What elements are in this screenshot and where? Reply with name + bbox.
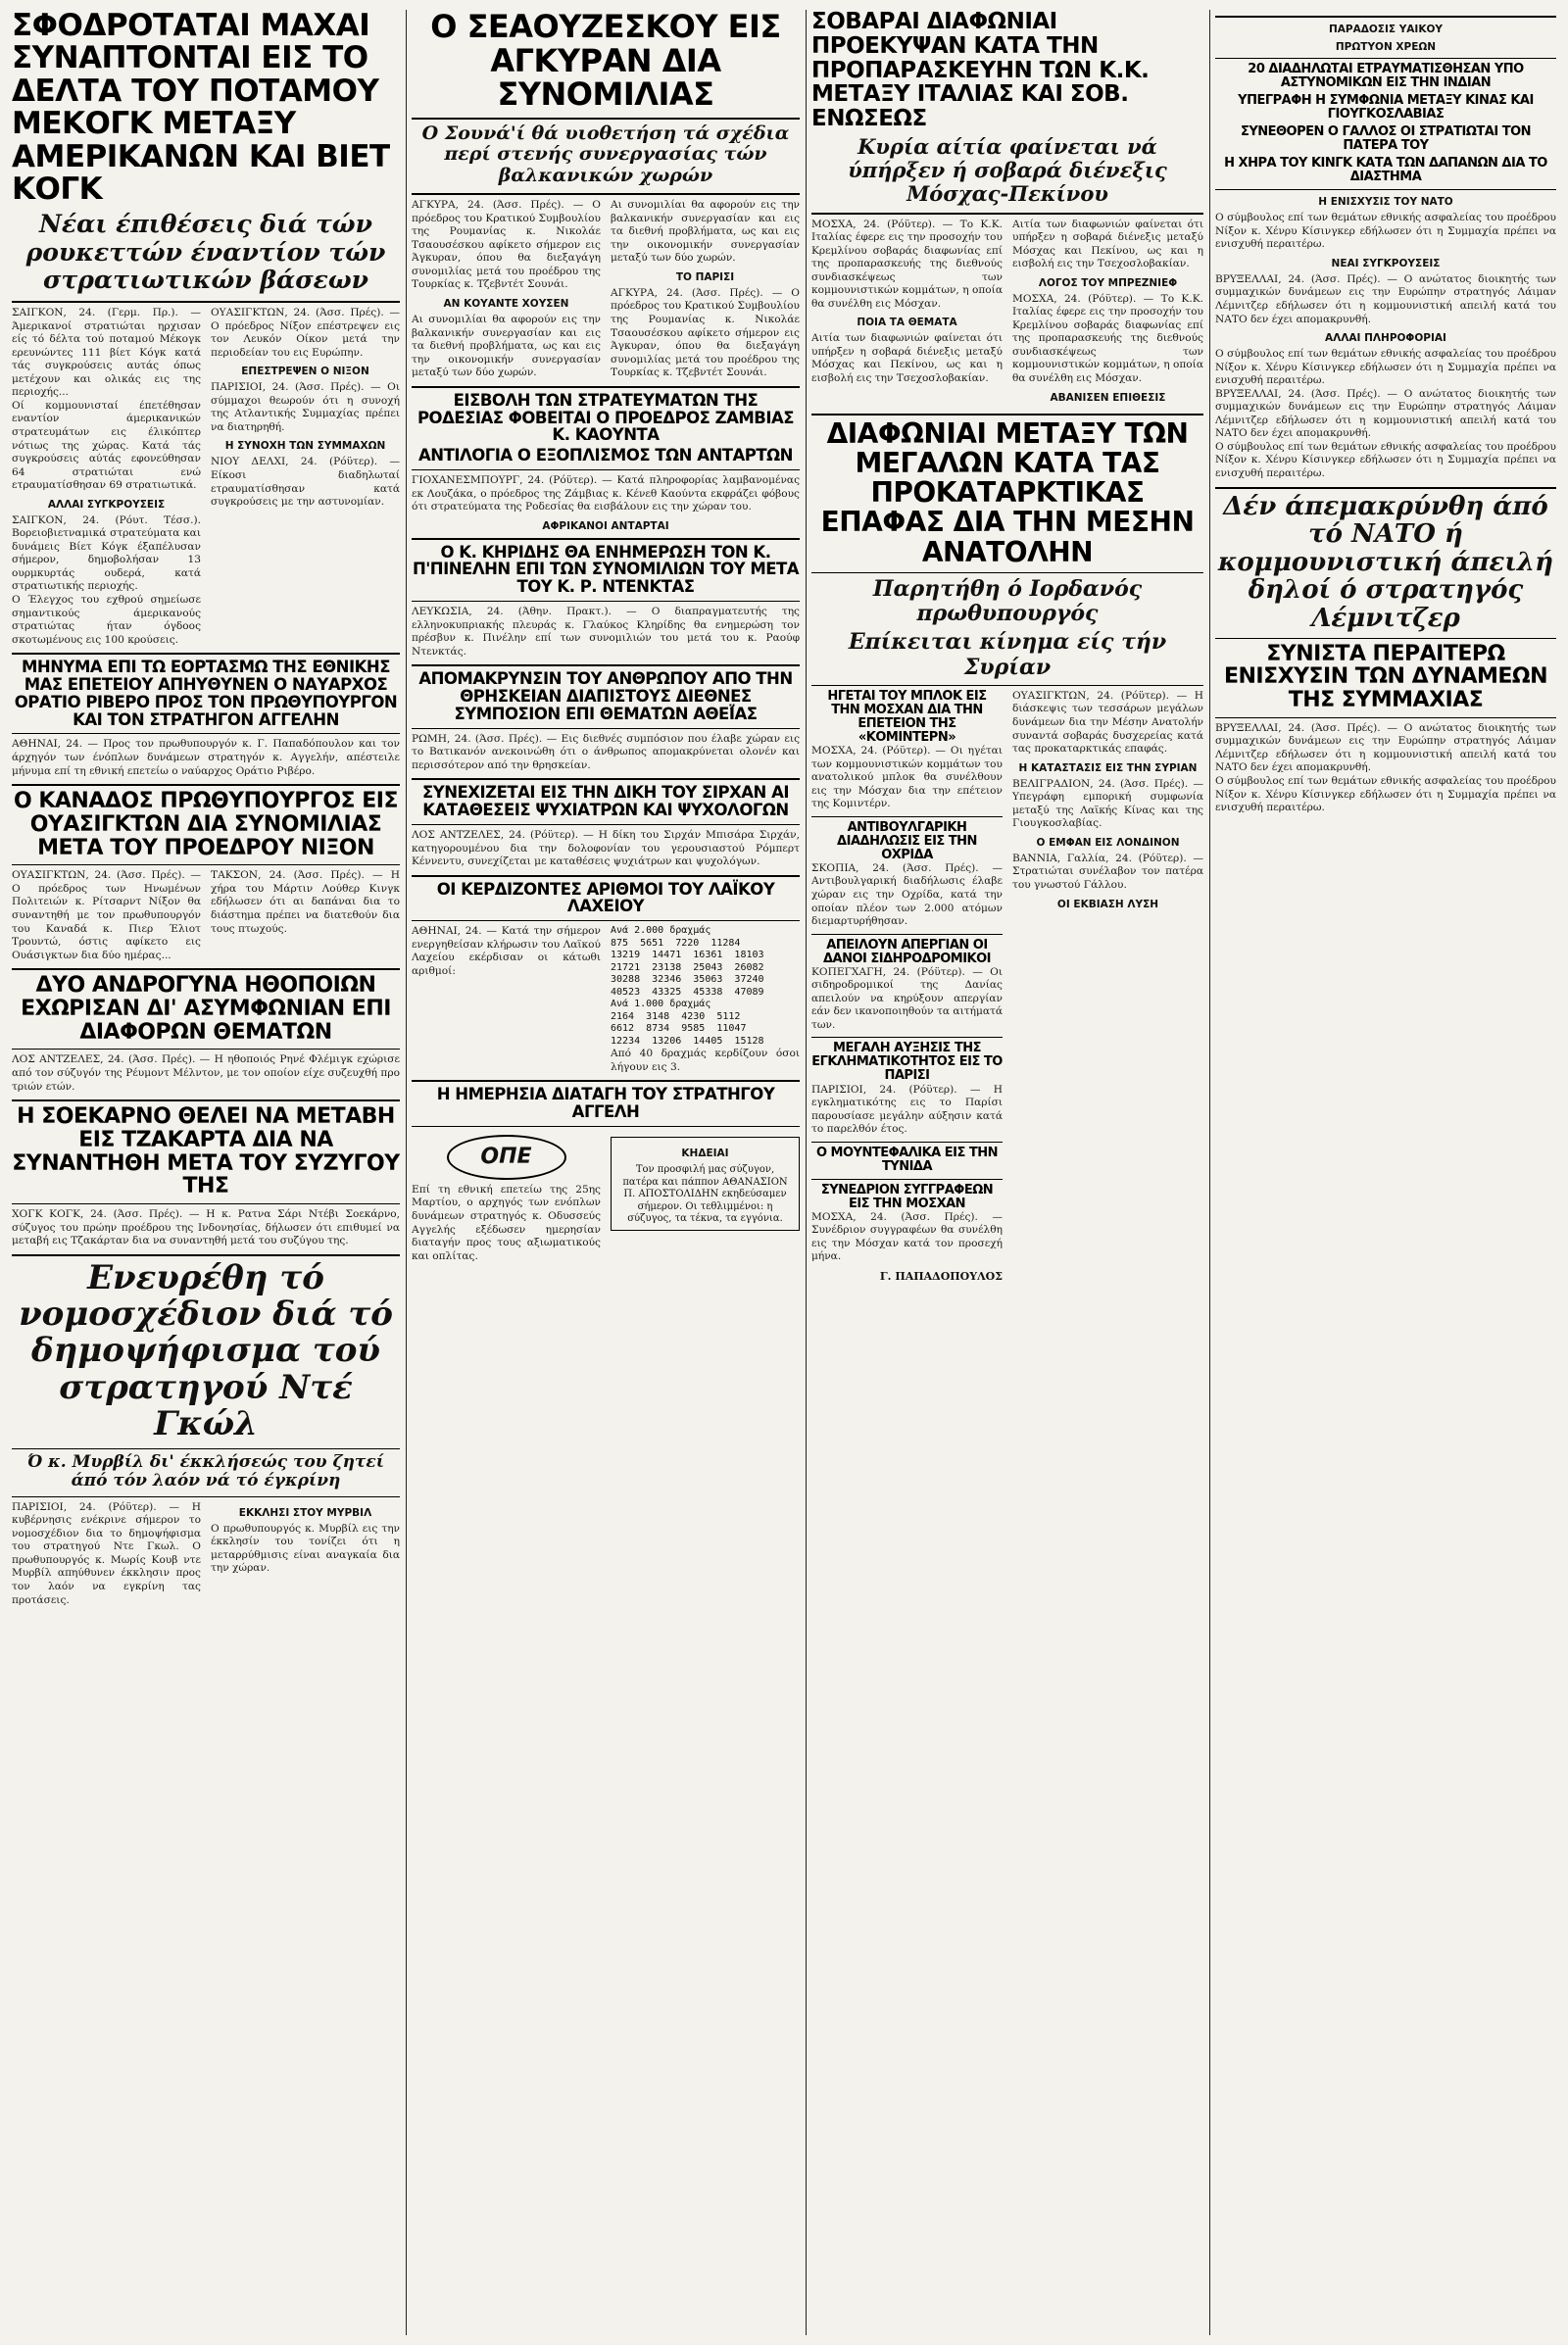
mid-paragraph: Ο πρωθυπουργός κ. Μυρβίλ εις την έκκλησίν του τονίζει ότι η μεταρρύθμισις είναι αναγκαία δια την χώραν. <box>211 1522 400 1575</box>
divider <box>412 193 800 195</box>
col4-section-title: Η ΕΝΙΣΧΥΣΙΣ ΤΟΥ ΝΑΤΟ <box>1318 196 1453 209</box>
lottery-grid <box>412 925 800 1074</box>
lottery-row: 40523 43325 45338 47089 <box>611 986 764 998</box>
lottery-row: 2164 3148 4230 5112 <box>611 1010 741 1022</box>
lottery-row: 875 5651 7220 11284 <box>611 937 741 949</box>
col3-paragraph: ΟΥΑΣΙΓΚΤΩΝ, 24. (Ρόϋτερ). — Η διάσκεψις των τεσσάρων μεγάλων δυνάμεων δια την Μέσην Ανατολήν συναντά σοβαράς δυσχερείας κατά τας προκαταρκτικάς επαφάς. <box>1012 689 1203 756</box>
divider <box>12 1496 400 1497</box>
col3-body-grid <box>811 219 1203 408</box>
author-signature: Γ. ΠΑΠΑΔΟΠΟΥΛΟΣ <box>879 1270 1003 1284</box>
col3-headline-5: ΑΠΕΙΛΟΥΝ ΑΠΕΡΓΙΑΝ ΟΙ ΔΑΝΟΙ ΣΙΔΗΡΟΔΡΟΜΙΚΟΙ <box>822 937 992 966</box>
col1-headline-4: ΔΥΟ ΑΝΔΡΟΓΥΝΑ ΗΘΟΠΟΙΩΝ ΕΧΩΡΙΣΑΝ ΔΙ' ΑΣΥΜΦΩΝΙΑΝ ΕΠΙ ΔΙΑΦΟΡΩΝ ΘΕΜΑΤΩΝ <box>21 973 391 1045</box>
col3-section-title: Η ΚΑΤΑΣΤΑΣΙΣ ΕΙΣ ΤΗΝ ΣΥΡΙΑΝ <box>1018 761 1198 774</box>
divider <box>1215 58 1556 59</box>
col1-subhead-6: Ό κ. Μυρβίλ δι' έκκλήσεώς του ζητεί άπό τόν λαόν νά τό έγκρίνη <box>27 1451 384 1491</box>
col3-paragraph: ΜΟΣΧΑ, 24. (Ρόϋτερ). — Οι ηγέται των κομμουνιστικών κομμάτων του ανατολικού μπλοκ θα συνέλθουν εις την Μόσχαν δια την επέτειον της Κομιντέρν. <box>811 745 1003 810</box>
col2-headline-7: Η ΗΜΕΡΗΣΙΑ ΔΙΑΤΑΓΗ ΤΟΥ ΣΤΡΑΤΗΓΟΥ ΑΓΓΕΛΗ <box>436 1085 775 1122</box>
col3-headline-6: ΜΕΓΑΛΗ ΑΥΞΗΣΙΣ ΤΗΣ ΕΓΚΛΗΜΑΤΙΚΟΤΗΤΟΣ ΕΙΣ ΤΟ ΠΑΡΙΣΙ <box>811 1041 1003 1084</box>
mid-section-title: Η ΣΥΝΟΧΗ ΤΩΝ ΣΥΜΜΑΧΩΝ <box>224 440 386 453</box>
divider <box>12 1049 400 1050</box>
col3-paragraph: ΜΟΣΧΑ, 24. (Άσσ. Πρές). — Συνέδριον συγγραφέων θα συνέλθη εις την Μόσχαν κατά τον προσεχή μήνα. <box>811 1210 1003 1263</box>
lottery-row: 6612 8734 9585 11047 <box>611 1023 747 1035</box>
col2-headline-4: ΑΠΟΜΑΚΡΥΝΣΙΝ ΤΟΥ ΑΝΘΡΩΠΟΥ ΑΠΟ ΤΗΝ ΘΡΗΣΚΕΙΑΝ ΔΙΑΠΙΣΤΟΥΣ ΔΙΕΘΝΕΣ ΣΥΜΠΟΣΙΟΝ ΕΠΙ ΘΕΜΑΤΩΝ ΑΘΕΪ́ΑΣ <box>418 669 793 723</box>
col1-paragraph: ΤΑΚΣΟΝ, 24. (Άσσ. Πρές). — Η χήρα του Μάρτιν Λούθερ Κινγκ εδήλωσεν ότι αι δαπάναι δια το διάστημα πρέπει να διατεθούν δια τους πτωχούς. <box>211 869 400 935</box>
divider <box>811 934 1003 935</box>
col2-paragraph: Επί τη εθνική επετείω της 25ης Μαρτίου, ο αρχηγός των ενόπλων δυνάμεων στρατηγός κ. Οδυσσεύς Αγγελής εξέδωσεν ημερησίαν διαταγήν προς τους αξιωματικούς και οπλίτας. <box>412 1183 601 1262</box>
col2-section-title: ΑΝ ΚΟΥΑΝΤΕ ΧΟΥΣΕΝ <box>443 298 569 310</box>
col4-paragraph: Ο σύμβουλος επί των θεμάτων εθνικής ασφαλείας του προέδρου Νίξον κ. Χένρυ Κίσινγκερ εδήλωσεν ότι η Συμμαχία πρέπει να ενισχυθή περαιτέρω. <box>1215 774 1556 814</box>
col3-paragraph: Αιτία των διαφωνιών φαίνεται ότι υπήρξεν η σοβαρά διένεξις μεταξύ Μόσχας και Πεκίνου, ως και η εισβολή εις την Τσεχοσλοβακίαν. <box>1012 218 1203 270</box>
col3-paragraph: ΒΕΛΙΓΡΑΔΙΟΝ, 24. (Άσσ. Πρές). — Υπεγράφη εμπορική συμφωνία μεταξύ της Λαϊκής Κίνας και της Γιουγκοσλαβίας. <box>1012 777 1203 830</box>
col2-body-grid-2 <box>412 1131 800 1263</box>
divider <box>811 1142 1003 1143</box>
mid-headline-4: Η ΧΗΡΑ ΤΟΥ ΚΙΝΓΚ ΚΑΤΑ ΤΩΝ ΔΑΠΑΝΩΝ ΔΙΑ ΤΟ ΔΙΑΣΤΗΜΑ <box>1224 156 1547 185</box>
divider <box>12 968 400 970</box>
divider <box>811 685 1203 686</box>
col3-paragraph: ΠΑΡΙΣΙΟΙ, 24. (Ρόϋτερ). — Η εγκληματικότης εις το Παρίσι παρουσίασε μεγάλην αύξησιν κατά το παρελθόν έτος. <box>811 1083 1003 1136</box>
col3-headline-8: ΣΥΝΕΔΡΙΟΝ ΣΥΓΓΡΑΦΕΩΝ ΕΙΣ ΤΗΝ ΜΟΣΧΑΝ <box>820 1182 994 1211</box>
divider <box>412 118 800 120</box>
col1-body-grid-3 <box>12 1501 400 1607</box>
col1-headline-6: Ενευρέθη τό νομοσχέδιον διά τό δημοψήφισμα τού στρατηγού Ντέ Γκώλ <box>19 1257 393 1444</box>
lottery-row: 30288 32346 35063 37240 <box>611 974 764 986</box>
divider <box>811 1179 1003 1180</box>
divider <box>12 1203 400 1204</box>
divider <box>412 824 800 825</box>
divider <box>12 1099 400 1101</box>
col1-headline-5: Η ΣΟΕΚΑΡΝΟ ΘΕΛΕΙ ΝΑ ΜΕΤΑΒΗ ΕΙΣ ΤΖΑΚΑΡΤΑ ΔΙΑ ΝΑ ΣΥΝΑΝΤΗΘΗ ΜΕΤΑ ΤΟΥ ΣΥΖΥΓΟΥ ΤΗΣ <box>12 1104 400 1199</box>
col4-section-title: ΝΕΑΙ ΣΥΓΚΡΟΥΣΕΙΣ <box>1331 257 1441 269</box>
mid-headline-2: ΥΠΕΓΡΑΦΗ Η ΣΥΜΦΩΝΙΑ ΜΕΤΑΞΥ ΚΙΝΑΣ ΚΑΙ ΓΙΟΥΓΚΟΣΛΑΒΙΑΣ <box>1238 93 1534 122</box>
col3-paragraph: ΜΟΣΧΑ, 24. (Ρόϋτερ). — Το Κ.Κ. Ιταλίας έφερε εις την προσοχήν του Κρεμλίνου σοβαράς διαφωνίας επί της προπαρασκευής της διεθνούς συνδιασκέψεως των κομμουνιστικών κομμάτων, η οποία θα συνέλθη εις Μόσχαν. <box>1012 292 1203 385</box>
col3-headline-2: ΔΙΑΦΩΝΙΑΙ ΜΕΤΑΞΥ ΤΩΝ ΜΕΓΑΛΩΝ ΚΑΤΑ ΤΑΣ ΠΡΟΚΑΤΑΡΚΤΙΚΑΣ ΕΠΑΦΑΣ ΔΙΑ ΤΗΝ ΜΕΣΗΝ ΑΝΑΤΟΛΗΝ <box>820 416 1195 568</box>
col1-dateline: ΣΑΙΓΚΟΝ, 24. (Γερμ. Πρ.). — Άμερικανοί στρατιώται ηρχισαν είς τό δέλτα τού ποταμού Μέκογκ ερευνώντες 111 βίετ Κόγκ κατά τάς συγκρούσεις αυτάς όπως μετέχουν και ολικάς εις της περιοχής... <box>12 307 201 399</box>
col1-paragraph: ΟΥΑΣΙΓΚΤΩΝ, 24. (Άσσ. Πρές). — Ο πρόεδρος των Ηνωμένων Πολιτειών κ. Ρίτσαρντ Νίξον θα συναντηθή με τον πρωθυπουργόν του Καναδά κ. Πιερ Έλιοτ Τρουντώ, όστις αφίκετο εις Ουάσιγκτων δια δύο ημέρας... <box>12 869 201 961</box>
divider <box>811 213 1203 215</box>
col1-body-grid <box>12 307 400 647</box>
lottery-row: 21721 23138 25043 26082 <box>611 961 764 973</box>
mid-paragraph: ΟΥΑΣΙΓΚΤΩΝ, 24. (Άσσ. Πρές). — Ο πρόεδρος Νίξον επέστρεψεν εις τον Λευκόν Οίκον μετά την περιοδείαν του εις Ευρώπην. <box>211 307 400 359</box>
col3-paragraph: ΣΚΟΠΙΑ, 24. (Άσσ. Πρές). — Αντιβουλγαρική διαδήλωσις έλαβε χώραν εις την Οχρίδα, κατά την οποίαν πλέον των 2.000 ατόμων διεμαρτυρήθησαν. <box>811 861 1003 928</box>
divider <box>412 469 800 470</box>
col1-headline: ΣΦΟΔΡΟΤΑΤΑΙ ΜΑΧΑΙ ΣΥΝΑΠΤΟΝΤΑΙ ΕΙΣ ΤΟ ΔΕΛΤΑ ΤΟΥ ΠΟΤΑΜΟΥ ΜΕΚΟΓΚ ΜΕΤΑΞΥ ΑΜΕΡΙΚΑΝΩΝ ΚΑΙ ΒΙΕΤ ΚΟΓΚ <box>12 10 390 208</box>
col4-paragraph: ΒΡΥΞΕΛΛΑΙ, 24. (Άσσ. Πρές). — Ο ανώτατος διοικητής των συμμαχικών δυνάμεων εις την Ευρώπην στρατηγός Λάιμαν Λέμνιτζερ εδήλωσεν ότι η κομμουνιστική απειλή κατά του ΝΑΤΟ δεν έχει απομακρυνθή. <box>1215 721 1556 774</box>
col2-headline-6: ΟΙ ΚΕΡΔΙΖΟΝΤΕΣ ΑΡΙΘΜΟΙ ΤΟΥ ΛΑΪΚΟΥ ΛΑΧΕΙΟΥ <box>436 879 775 916</box>
col2-paragraph: Αι συνομιλίαι θα αφορούν εις την βαλκανικήν συνεργασίαν και εις τα διεθνή προβλήματα, ως και εις την οικονομικήν συνεργασίαν μεταξύ των δύο χωρών. <box>412 314 601 379</box>
col1-paragraph: ΑΘΗΝΑΙ, 24. — Προς τον πρωθυπουργόν κ. Γ. Παπαδόπουλον και τον άρχηγόν των ένόπλων δυνάμεων στρατηγόν κ. Αγγελήν, απέστειλε μήνυμα επί τη εθνική επετείω ο ναύαρχος Οράτιο Ριβέρο. <box>12 738 400 777</box>
divider <box>412 728 800 729</box>
col2-headline-2b: ΑΝΤΙΛΟΓΙΑ Ο ΕΞΟΠΛΙΣΜΟΣ ΤΩΝ ΑΝΤΑΡΤΩΝ <box>417 446 793 465</box>
divider <box>412 875 800 877</box>
col1-paragraph: ΧΟΓΚ ΚΟΓΚ, 24. (Άσσ. Πρές). — Η κ. Ρατνα Σάρι Ντέβι Σοεκάρνο, σύζυγος του πρώην προέδρου της Ινδονησίας, δήλωσεν ότι επιθυμεί να μεταβή εις Τζακάρταν δια να συναντηθή μετά του συζύγου της. <box>12 1208 400 1247</box>
col3-paragraph: ΒΑΝΝΙΑ, Γαλλία, 24. (Ρόϋτερ). — Στρατιώται συνέλαβον τον πατέρα του γνωστού Γάλλου. <box>1012 852 1203 891</box>
column-1 <box>12 10 400 2335</box>
col4-paragraph: Ο σύμβουλος επί των θεμάτων εθνικής ασφαλείας του προέδρου Νίξον κ. Χένρυ Κίσινγκερ εδήλωσεν ότι η Συμμαχία πρέπει να ενισχυθή περαιτέρω. <box>1215 348 1556 387</box>
col4-paragraph: ΒΡΥΞΕΛΛΑΙ, 24. (Άσσ. Πρές). — Ο ανώτατος διοικητής των συμμαχικών δυνάμεων εις την Ευρώπην στρατηγός Λάιμαν Λέμνιτζερ εδήλωσεν ότι η κομμουνιστική απειλή κατά του ΝΑΤΟ δεν έχει απομακρυνθή. <box>1215 387 1556 440</box>
col3-section-title: ΠΟΙΑ ΤΑ ΘΕΜΑΤΑ <box>857 317 957 329</box>
divider <box>1215 189 1556 190</box>
col2-section-title: ΤΟ ΠΑΡΙΣΙ <box>675 270 735 283</box>
col3-section-title: ΑΒΑΝΙΣΕΝ ΕΠΙΘΕΣΙΣ <box>1050 391 1166 404</box>
lottery-footer: Από 40 δραχμάς κερδίζουν όσοι λήγουν εις 3. <box>611 1048 800 1073</box>
newspaper-page <box>12 10 1556 2335</box>
divider <box>811 572 1203 573</box>
divider <box>811 414 1203 415</box>
divider <box>1215 16 1556 18</box>
col3-subhead-2a: Παρητήθη ό Ιορδανός πρωθυπουργός <box>872 575 1143 627</box>
col3-subhead-2b: Επίκειται κίνημα είς τήν Συρίαν <box>848 629 1167 680</box>
col2-headline-5: ΣΥΝΕΧΙΖΕΤΑΙ ΕΙΣ ΤΗΝ ΔΙΚΗ ΤΟΥ ΣΙΡΧΑΝ ΑΙ ΚΑΤΑΘΕΣΕΙΣ ΨΥΧΙΑΤΡΩΝ ΚΑΙ ΨΥΧΟΛΟΓΩΝ <box>421 783 790 820</box>
divider <box>1215 638 1556 639</box>
col2-paragraph: ΑΓΚΥΡΑ, 24. (Άσσ. Πρές). — Ο πρόεδρος του Κρατικού Συμβουλίου της Ρουμανίας κ. Νικολάε Τσαουσέσκου αφίκετο σήμερον εις Άγκυραν, όπου θα διεξαγάγη συνομιλίας μετά του προέδρου της Τουρκίας κ. Τζεβντέτ Σουνάι. <box>412 199 601 291</box>
col2-body-grid <box>412 199 800 380</box>
divider <box>412 664 800 666</box>
col1-body-grid-2 <box>12 869 400 962</box>
divider <box>1215 717 1556 718</box>
mid-paragraph: ΠΑΡΙΣΙΟΙ, 24. (Άσσ. Πρές). — Οι σύμμαχοι θεωρούν ότι η συνοχή της Ατλαντικής Συμμαχίας πρέπει να διατηρηθή. <box>211 381 400 433</box>
col2-paragraph: ΛΕΥΚΩΣΙΑ, 24. (Άθην. Πρακτ.). — Ο διαπραγματευτής της ελληνοκυπριακής πλευράς κ. Γλαύκος Κληρίδης θα ενημερώση τον πρέσβυν κ. Πινέλην επί των συνομιλιών του μετά του κ. Ραούφ Ντενκτάς. <box>412 606 800 658</box>
col2-headline-2: ΕΙΣΒΟΛΗ ΤΩΝ ΣΤΡΑΤΕΥΜΑΤΩΝ ΤΗΣ ΡΟΔΕΣΙΑΣ ΦΟΒΕΙΤΑΙ Ο ΠΡΟΕΔΡΟΣ ΖΑΜΒΙΑΣ Κ. ΚΑΟΥΝΤΑ <box>416 390 795 445</box>
col1-section-title: ΑΛΛΑΙ ΣΥΓΚΡΟΥΣΕΙΣ <box>47 498 166 511</box>
col2-section-title: ΑΦΡΙΚΑΝΟΙ ΑΝΤΑΡΤΑΙ <box>542 519 669 532</box>
col3-headline-4: ΑΝΤΙΒΟΥΛΓΑΡΙΚΗ ΔΙΑΔΗΛΩΣΙΣ ΕΙΣ ΤΗΝ ΟΧΡΙΔΑ <box>837 819 977 862</box>
col3-subhead: Κυρία αίτία φαίνεται νά ύπήρξεν ή σοβαρά διένεξις Μόσχας-Πεκίνου <box>848 134 1167 207</box>
col3-section-title: Ο ΕΜΦΑΝ ΕΙΣ ΛΟΝΔΙΝΟΝ <box>1036 836 1180 849</box>
lottery-numbers <box>611 925 800 1074</box>
divider <box>12 733 400 734</box>
col4-headline-2: ΣΥΝΙΣΤΑ ΠΕΡΑΙΤΕΡΩ ΕΝΙΣΧΥΣΙΝ ΤΩΝ ΔΥΝΑΜΕΩΝ ΤΗΣ ΣΥΜΜΑΧΙΑΣ <box>1223 641 1548 713</box>
divider <box>12 1254 400 1256</box>
obituary-text: Τον προσφιλή μας σύζυγον, πατέρα και πάππον ΑΘΑΝΑΣΙΟΝ Π. ΑΠΟΣΤΟΛΙΔΗΝ εκηδεύσαμεν σήμερον. Οι τεθλιμμένοι: η σύζυγος, τα τέκνα, τα εγγόνια. <box>622 1164 788 1225</box>
col4-section-title: ΑΛΛΑΙ ΠΛΗΡΟΦΟΡΙΑΙ <box>1325 332 1446 345</box>
divider <box>412 778 800 780</box>
obituary-title: ΚΗΔΕΙΑΙ <box>681 1147 729 1159</box>
col3-paragraph: ΜΟΣΧΑ, 24. (Ρόϋτερ). — Το Κ.Κ. Ιταλίας έφερε εις την προσοχήν του Κρεμλίνου σοβαράς διαφωνίας επί της προπαρασκευής της διεθνούς συνδιασκέψεως των κομμουνιστικών κομμάτων, η οποία θα συνέλθη εις Μόσχαν. <box>811 218 1003 310</box>
lottery-row: 12234 13206 14405 15128 <box>611 1035 764 1047</box>
mid-paragraph: ΝΙΟΥ ΔΕΛΧΙ, 24. (Ρόϋτερ). — Είκοσι διαδηλωταί ετραυματίσθησαν κατά συγκρούσεις με την αστυνομίαν. <box>211 456 400 509</box>
divider <box>412 601 800 602</box>
lottery-row: Ανά 2.000 δραχμάς <box>611 925 711 937</box>
divider <box>12 864 400 865</box>
column-2 <box>412 10 800 2335</box>
col2-headline: Ο ΣΕΑΟΥΖΕΣΚΟΥ ΕΙΣ ΑΓΚΥΡΑΝ ΔΙΑ ΣΥΝΟΜΙΛΙΑΣ <box>430 10 781 114</box>
col3-headline-7: Ο ΜΟΥΝΤΕΦΑΛΙΚΑ ΕΙΣ ΤΗΝ ΤΥΝΙΔΑ <box>815 1145 999 1174</box>
divider <box>412 386 800 388</box>
lottery-row: Ανά 1.000 δραχμάς <box>611 999 711 1010</box>
obituary-box <box>611 1137 800 1231</box>
col4-headline: Δέν άπεμακρύνθη άπό τό ΝΑΤΟ ή κομμουνιστική άπειλή δηλοί ό στρατηγός Λέμνιτζερ <box>1217 491 1554 633</box>
col3-paragraph: ΚΟΠΕΓΧΑΓΗ, 24. (Ρόϋτερ). — Οι σιδηροδρομικοί της Δανίας απειλούν να κηρύξουν απεργίαν εάν δεν ικανοποιηθούν τα αιτήματά των. <box>811 965 1003 1031</box>
divider <box>412 920 800 921</box>
col4-paragraph: Ο σύμβουλος επί των θεμάτων εθνικής ασφαλείας του προέδρου Νίξον κ. Χένρυ Κίσινγκερ εδήλωσεν ότι η Συμμαχία πρέπει να ενισχυθή περαιτέρω. <box>1215 440 1556 479</box>
col1-paragraph: ΛΟΣ ΑΝΤΖΕΛΕΣ, 24. (Άσσ. Πρές). — Η ηθοποιός Ρηνέ Φλέμιγκ εχώρισε από τον σύζυγόν της Ρέυμοντ Μέλντον, με τον οποίον είχε συζευχθή προ τριών ετών. <box>12 1053 400 1093</box>
col2-paragraph: ΑΓΚΥΡΑ, 24. (Άσσ. Πρές). — Ο πρόεδρος του Κρατικού Συμβουλίου της Ρουμανίας κ. Νικολάε Τσαουσέσκου αφίκετο σήμερον εις Άγκυραν, όπου θα διεξαγάγη συνομιλίας μετά του προέδρου της Τουρκίας κ. Τζεβντέτ Σουνάι. <box>611 286 800 379</box>
column-rule <box>806 10 807 2335</box>
divider <box>811 816 1003 817</box>
col3-section-title: ΟΙ ΕΚΒΙΑΣΗ ΛΥΣΗ <box>1056 898 1159 910</box>
col1-paragraph: Ο Έλεγχος του εχθρού σημείωσε σημαντικούς άμερικανούς στρατιώτας ήταν όγδοος σκοτωμένους εις 100 κρούσεις. <box>12 594 201 646</box>
col2-paragraph: ΓΙΟΧΑΝΕΣΜΠΟΥΡΓ, 24. (Ρόϋτερ). — Κατά πληροφορίας λαμβανομένας εκ Λουζάκα, ο πρόεδρος της Ζάμβιας κ. Κένεθ Καούντα εκφράζει φόβους ότι στρατεύματα της Ροδεσίας θα εισβάλουν εις την χώραν του. <box>412 473 800 513</box>
mid-section-title: ΠΑΡΑΔΟΣΙΣ ΥΑΙΚΟΥ <box>1329 24 1443 35</box>
col3-headline: ΣΟΒΑΡΑΙ ΔΙΑΦΩΝΙΑΙ ΠΡΟΕΚΥΨΑΝ ΚΑΤΑ ΤΗΝ ΠΡΟΠΑΡΑΣΚΕΥΗΝ ΤΩΝ Κ.Κ. ΜΕΤΑΞΥ ΙΤΑΛΙΑΣ ΚΑΙ ΣΟΒ. ΕΝΩΣΕΩΣ <box>811 10 1150 132</box>
divider <box>412 1126 800 1127</box>
column-3 <box>811 10 1203 2335</box>
column-4 <box>1215 10 1556 2335</box>
col1-headline-3: Ο ΚΑΝΑΔΟΣ ΠΡΩΘΥΠΟΥΡΓΟΣ ΕΙΣ ΟΥΑΣΙΓΚΤΩΝ ΔΙΑ ΣΥΝΟΜΙΛΙΑΣ ΜΕΤΑ ΤΟΥ ΠΡΟΕΔΡΟΥ ΝΙΞΟΝ <box>14 789 398 860</box>
mid-headline-1: 20 ΔΙΑΔΗΛΩΤΑΙ ΕΤΡΑΥΜΑΤΙΣΘΗΣΑΝ ΥΠΟ ΑΣΤΥΝΟΜΙΚΩΝ ΕΙΣ ΤΗΝ ΙΝΔΙΑΝ <box>1248 62 1524 91</box>
col3-paragraph: Αιτία των διαφωνιών φαίνεται ότι υπήρξεν η σοβαρά διένεξις μεταξύ Μόσχας και Πεκίνου, ως και η εισβολή εις την Τσεχοσλοβακίαν. <box>811 332 1003 385</box>
divider <box>12 653 400 655</box>
col3-section-title: ΛΟΓΟΣ ΤΟΥ ΜΠΡΕΖΝΙΕΦ <box>1038 276 1178 289</box>
divider <box>811 1037 1003 1038</box>
col3-headline-3: ΗΓΕΤΑΙ ΤΟΥ ΜΠΛΟΚ ΕΙΣ ΤΗΝ ΜΟΣΧΑΝ ΔΙΑ ΤΗΝ ΕΠΕΤΕΙΟΝ ΤΗΣ «ΚΟΜΙΝΤΕΡΝ» <box>827 688 987 746</box>
divider <box>1215 487 1556 489</box>
divider <box>412 1080 800 1082</box>
col2-paragraph: Αι συνομιλίαι θα αφορούν εις την βαλκανικήν συνεργασίαν και εις τα διεθνή προβλήματα, ως και εις την οικονομικήν συνεργασίαν μεταξύ των δύο χωρών. <box>611 199 800 265</box>
column-rule <box>406 10 407 2335</box>
divider <box>412 538 800 540</box>
ope-logo: ΟΠΕ <box>447 1135 566 1180</box>
col4-paragraph: Ο σύμβουλος επί των θεμάτων εθνικής ασφαλείας του προέδρου Νίξον κ. Χένρυ Κίσινγκερ εδήλωσεν ότι η Συμμαχία πρέπει να ενισχυθή περαιτέρω. <box>1215 212 1556 251</box>
col2-paragraph: ΛΟΣ ΑΝΤΖΕΛΕΣ, 24. (Ρόϋτερ). — Η δίκη του Σιρχάν Μπισάρα Σιρχάν, κατηγορουμένου δια την δολοφονίαν του γερουσιαστού Ρόμπερτ Κέννεντυ, συνεχίζεται με καταθέσεις ψυχιάτρων και ψυχολόγων. <box>412 828 800 868</box>
col3-body-grid-2 <box>811 690 1203 1283</box>
col2-headline-3: Ο Κ. ΚΗΡΙΔΗΣ ΘΑ ΕΝΗΜΕΡΩΣΗ ΤΟΝ Κ. Π'ΠΙΝΕΛΗΝ ΕΠΙ ΤΩΝ ΣΥΝΟΜΙΛΙΩΝ ΤΟΥ ΜΕΤΑ ΤΟΥ Κ. Ρ. ΝΤΕΝΚΤΑΣ <box>412 542 800 597</box>
col4-paragraph: ΒΡΥΞΕΛΛΑΙ, 24. (Άσσ. Πρές). — Ο ανώτατος διοικητής των συμμαχικών δυνάμεων εις την Ευρώπην στρατηγός Λάιμαν Λέμνιτζερ εδήλωσεν ότι η κομμουνιστική απειλή κατά του ΝΑΤΟ δεν έχει απομακρυνθή. <box>1215 272 1556 325</box>
divider <box>12 1448 400 1449</box>
mid-section-title: ΠΡΩΤΥΟΝ ΧΡΕΩΝ <box>1335 41 1437 53</box>
col1-paragraph: Οί κομμουνισταί έπετέθησαν εναντίον άμερικανικών στρατευμάτων εις έλικόπτερ νότιως της χώρας. Κατά τάς συγκρούσεις αύτάς εφονεύθησαν 64 στρατιώται ενώ ετραυματίσθησαν 69 στρατιωτικά. <box>12 399 201 492</box>
col1-subhead: Νέαι έπιθέσεις διά τών ρουκεττών έναντίον τών στρατιωτικών βάσεων <box>25 209 386 295</box>
col1-paragraph: ΠΑΡΙΣΙΟΙ, 24. (Ρόϋτερ). — Η κυβέρνησις ενέκρινε σήμερον το νομοσχέδιον δια το δημοψήφισμα του στρατηγού Ντε Γκωλ. Ο πρωθυπουργός κ. Μωρίς Κουβ ντε Μυρβίλ απηύθυνεν έκκλησιν προς τον λαόν να εγκρίνη τας προτάσεις. <box>12 1500 201 1606</box>
col2-paragraph: ΡΩΜΗ, 24. (Άσσ. Πρές). — Εις διεθνές συμπόσιον που έλαβε χώραν εις το Βατικανόν ανεκοινώθη ότι ο άνθρωπος απομακρύνεται ολονέν και περισσότερον από την θρησκείαν. <box>412 732 800 771</box>
divider <box>12 301 400 303</box>
mid-headline-3: ΣΥΝΕΘΟΡΕΝ Ο ΓΑΛΛΟΣ ΟΙ ΣΤΡΑΤΙΩΤΑΙ ΤΟΝ ΠΑΤΕΡΑ ΤΟΥ <box>1240 124 1532 154</box>
mid-section-title: ΕΠΕΣΤΡΕΨΕΝ Ο ΝΙΞΟΝ <box>241 366 369 378</box>
divider <box>12 784 400 786</box>
column-rule <box>1209 10 1210 2335</box>
mid-section-title: ΕΚΚΛΗΣΙ ΣΤΟΥ ΜΥΡΒΙΛ <box>238 1506 372 1519</box>
col2-subhead: Ο Σουνά'ί θά υιοθετήση τά σχέδια περί στενής συνεργασίας τών βαλκανικών χωρών <box>421 122 790 187</box>
col1-paragraph: ΣΑΙΓΚΟΝ, 24. (Ρόυτ. Τέσσ.). Βορειοβιετναμικά στρατεύματα και δυνάμεις Βίετ Κόγκ έξαπέλυσαν σήμερον, δημοβολήσαν 13 ουρμκυρτάς ουδερά, κατά στρατιωτικής περιοχής. <box>12 513 201 593</box>
lottery-intro: ΑΘΗΝΑΙ, 24. — Κατά την σήμερον ενεργηθείσαν κλήρωσιν του Λαϊκού Λαχείου εκέρδισαν οι κάτωθι αριθμοί: <box>412 925 601 977</box>
col1-headline-2: ΜΗΝΥΜΑ ΕΠΙ ΤΩ ΕΟΡΤΑΣΜΩ ΤΗΣ ΕΘΝΙΚΗΣ ΜΑΣ ΕΠΕΤΕΙΟΥ ΑΠΗΥΘΥΝΕΝ Ο ΝΑΥΑΡΧΟΣ ΟΡΑΤΙΟ ΡΙΒΕΡΟ ΠΡΟΣ ΤΟΝ ΠΡΩΘΥΠΟΥΡΓΟΝ ΚΑΙ ΤΟΝ ΣΤΡΑΤΗΓΟΝ ΑΓΓΕΛΗΝ <box>14 658 398 729</box>
lottery-row: 13219 14471 16361 18103 <box>611 950 764 961</box>
